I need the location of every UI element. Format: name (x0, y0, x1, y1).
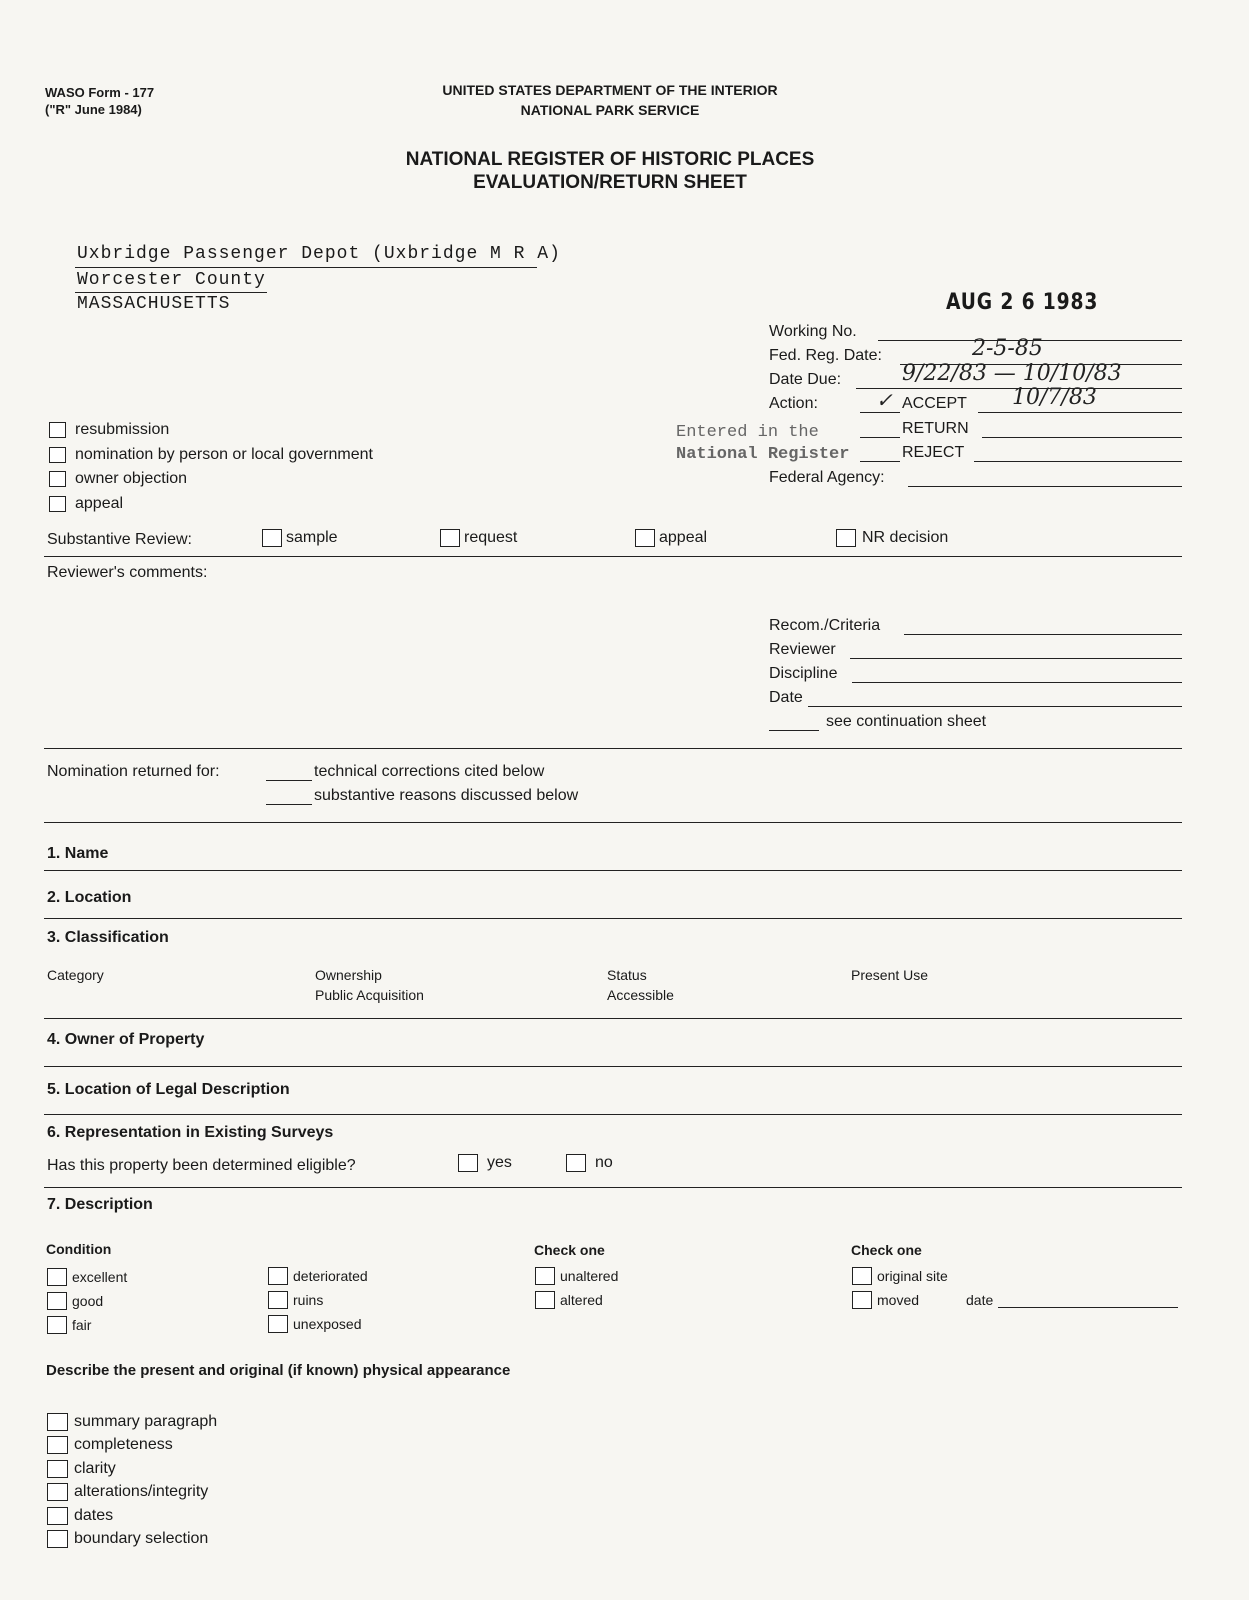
divider (44, 1114, 1182, 1115)
category-label: Category (47, 967, 104, 983)
review-request[interactable]: request (440, 529, 517, 547)
condition-good[interactable]: good (47, 1289, 127, 1313)
return-label: RETURN (902, 420, 969, 437)
check-one-alteration-label: Check one (534, 1242, 605, 1258)
checkbox[interactable] (836, 529, 856, 547)
accessible-label: Accessible (607, 987, 674, 1003)
recom-criteria-label: Recom./Criteria (769, 617, 881, 634)
substantive-check-line (266, 804, 312, 805)
property-name-underline (75, 267, 537, 268)
fed-reg-date-label: Fed. Reg. Date: (769, 347, 882, 364)
accept-date-value: 10/7/83 (1012, 385, 1097, 410)
criteria-completeness[interactable]: completeness (47, 1434, 217, 1458)
present-use-label: Present Use (851, 967, 929, 983)
divider (44, 1066, 1182, 1067)
divider (44, 822, 1182, 823)
section-description: 7. Description (47, 1196, 153, 1213)
checkbox[interactable] (635, 529, 655, 547)
checkbox[interactable] (47, 1507, 68, 1525)
checkbox[interactable] (49, 447, 66, 463)
title-line-1: NATIONAL REGISTER OF HISTORIC PLACES (405, 149, 815, 170)
entered-stamp-line-1: Entered in the (676, 423, 819, 442)
checkbox[interactable] (47, 1413, 68, 1431)
checkbox[interactable] (47, 1483, 68, 1501)
site-options (852, 1264, 948, 1312)
accept-checkmark: ✓ (876, 388, 893, 412)
submission-resubmission[interactable]: resubmission (49, 418, 373, 443)
form-revision: ("R" June 1984) (45, 102, 142, 117)
divider (44, 1187, 1182, 1188)
submission-owner-objection[interactable]: owner objection (49, 467, 373, 492)
section-classification: 3. Classification (47, 929, 169, 946)
return-check-line (860, 437, 900, 438)
continuation-label: see continuation sheet (826, 713, 987, 730)
criteria-boundary-selection[interactable]: boundary selection (47, 1528, 217, 1552)
accept-date-line (978, 412, 1182, 413)
section-surveys: 6. Representation in Existing Surveys (47, 1124, 334, 1141)
agency-department: UNITED STATES DEPARTMENT OF THE INTERIOR (442, 82, 778, 98)
review-date-label: Date (769, 689, 803, 706)
divider (44, 748, 1182, 749)
criteria-summary-paragraph[interactable]: summary paragraph (47, 1410, 217, 1434)
alteration-unaltered[interactable]: unaltered (535, 1264, 618, 1288)
review-appeal[interactable]: appeal (635, 529, 707, 547)
eligible-yes[interactable]: yes (458, 1154, 512, 1172)
checkbox[interactable] (47, 1530, 68, 1548)
checkbox[interactable] (440, 529, 460, 547)
submission-appeal[interactable]: appeal (49, 492, 373, 517)
property-state: MASSACHUSETTS (77, 294, 231, 314)
description-criteria (47, 1410, 217, 1551)
date-due-value: 9/22/83 — 10/10/83 (902, 361, 1122, 386)
submission-types (49, 418, 373, 516)
action-label: Action: (769, 395, 818, 412)
agency-service: NATIONAL PARK SERVICE (520, 102, 700, 118)
recom-criteria-line (904, 634, 1182, 635)
alteration-altered[interactable]: altered (535, 1288, 618, 1312)
checkbox[interactable] (458, 1154, 478, 1172)
reject-date-line (974, 461, 1182, 462)
form-id (45, 84, 154, 118)
ownership-labels (315, 965, 424, 1005)
moved-date-label: date (966, 1292, 994, 1308)
condition-ruins[interactable]: ruins (268, 1288, 368, 1312)
received-date-stamp: AUG 2 6 1983 (946, 290, 1099, 315)
date-due-label: Date Due: (769, 371, 842, 388)
condition-column-2 (268, 1264, 368, 1336)
criteria-alterations-integrity[interactable]: alterations/integrity (47, 1481, 217, 1505)
checkbox[interactable] (47, 1460, 68, 1478)
section-location: 2. Location (47, 889, 132, 906)
county-underline (75, 292, 267, 293)
section-owner: 4. Owner of Property (47, 1031, 205, 1048)
section-legal-description: 5. Location of Legal Description (47, 1081, 290, 1098)
status-labels (607, 965, 674, 1005)
review-date-line (808, 706, 1182, 707)
condition-excellent[interactable]: excellent (47, 1265, 127, 1289)
condition-deteriorated[interactable]: deteriorated (268, 1264, 368, 1288)
checkbox[interactable] (268, 1315, 288, 1333)
title-line-2: EVALUATION/RETURN SHEET (473, 172, 747, 193)
checkbox[interactable] (535, 1291, 555, 1309)
condition-unexposed[interactable]: unexposed (268, 1312, 368, 1336)
site-original[interactable]: original site (852, 1264, 948, 1288)
check-one-site-label: Check one (851, 1242, 922, 1258)
continuation-check-line (769, 730, 819, 731)
agency-header (330, 80, 890, 120)
reject-check-line (860, 461, 900, 462)
divider (44, 918, 1182, 919)
divider (44, 870, 1182, 871)
eligibility-question: Has this property been determined eligible? (47, 1157, 356, 1174)
reviewer-line (850, 658, 1182, 659)
entered-register-stamp (676, 422, 849, 466)
checkbox[interactable] (852, 1267, 872, 1285)
nomination-returned-label: Nomination returned for: (47, 763, 220, 780)
public-acquisition-label: Public Acquisition (315, 987, 424, 1003)
checkbox[interactable] (47, 1268, 67, 1286)
property-county: Worcester County (77, 270, 266, 290)
review-nr-decision[interactable]: NR decision (836, 529, 948, 547)
describe-appearance-label: Describe the present and original (if known) physical appearance (46, 1362, 511, 1379)
checkbox[interactable] (47, 1316, 67, 1334)
checkbox[interactable] (47, 1436, 68, 1454)
divider (44, 1018, 1182, 1019)
criteria-dates[interactable]: dates (47, 1504, 217, 1528)
moved-date-line (998, 1307, 1178, 1308)
divider (44, 556, 1182, 557)
form-number: WASO Form - 177 (45, 85, 155, 100)
checkbox[interactable] (268, 1291, 288, 1309)
discipline-line (852, 682, 1182, 683)
checkbox[interactable] (268, 1267, 288, 1285)
return-date-line (982, 437, 1182, 438)
section-name: 1. Name (47, 845, 109, 862)
submission-nomination-local[interactable]: nomination by person or local government (49, 443, 373, 468)
working-no-label: Working No. (769, 323, 857, 340)
discipline-label: Discipline (769, 665, 838, 682)
condition-column-1 (47, 1265, 127, 1337)
checkbox[interactable] (49, 471, 66, 487)
ownership-label: Ownership (315, 967, 382, 983)
checkbox[interactable] (49, 422, 66, 438)
eligible-no[interactable]: no (566, 1154, 613, 1172)
substantive-reasons-label: substantive reasons discussed below (314, 787, 579, 804)
criteria-clarity[interactable]: clarity (47, 1457, 217, 1481)
accept-check-line (860, 412, 900, 413)
reject-label: REJECT (902, 444, 965, 461)
reviewer-label: Reviewer (769, 641, 836, 658)
reviewer-comments-label: Reviewer's comments: (47, 564, 208, 581)
checkbox[interactable] (566, 1154, 586, 1172)
checkbox[interactable] (262, 529, 282, 547)
federal-agency-label: Federal Agency: (769, 469, 885, 486)
fed-reg-date-value: 2-5-85 (972, 336, 1043, 361)
accept-label: ACCEPT (902, 395, 967, 412)
technical-corrections-label: technical corrections cited below (314, 763, 545, 780)
technical-check-line (266, 780, 312, 781)
checkbox[interactable] (852, 1291, 872, 1309)
checkbox[interactable] (47, 1292, 67, 1310)
entered-stamp-line-2: National Register (676, 445, 850, 464)
condition-fair[interactable]: fair (47, 1313, 127, 1337)
federal-agency-line (908, 486, 1182, 487)
alteration-options (535, 1264, 618, 1312)
site-moved[interactable]: moved (852, 1288, 948, 1312)
checkbox[interactable] (535, 1267, 555, 1285)
substantive-review-label: Substantive Review: (47, 531, 192, 548)
status-label: Status (607, 967, 647, 983)
page-title (280, 148, 940, 194)
review-sample[interactable]: sample (262, 529, 338, 547)
condition-label: Condition (46, 1241, 112, 1257)
checkbox[interactable] (49, 496, 66, 512)
property-name: Uxbridge Passenger Depot (Uxbridge M R A) (77, 244, 561, 264)
